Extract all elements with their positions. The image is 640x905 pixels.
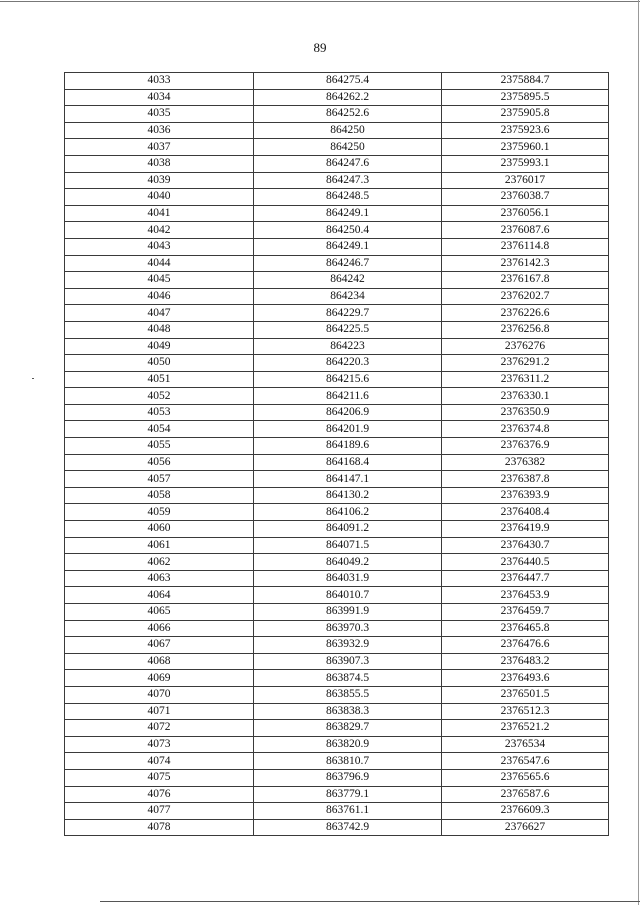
point-number-cell: 4072 <box>65 720 254 737</box>
table-row <box>65 521 609 538</box>
y-coordinate-cell: 2376483.2 <box>442 653 609 670</box>
table-row <box>65 670 609 687</box>
table-row <box>65 454 609 471</box>
point-number-cell: 4059 <box>65 504 254 521</box>
y-coordinate-cell: 2376534 <box>442 736 609 753</box>
table-row <box>65 753 609 770</box>
y-coordinate-cell: 2376038.7 <box>442 189 609 206</box>
table-row <box>65 305 609 322</box>
x-coordinate-cell: 864091.2 <box>254 521 442 538</box>
table-row <box>65 255 609 272</box>
table-row <box>65 338 609 355</box>
table-row <box>65 504 609 521</box>
table-row <box>65 653 609 670</box>
table-row <box>65 421 609 438</box>
table-row <box>65 537 609 554</box>
y-coordinate-cell: 2376587.6 <box>442 786 609 803</box>
y-coordinate-cell: 2376382 <box>442 454 609 471</box>
table-row <box>65 238 609 255</box>
x-coordinate-cell: 864229.7 <box>254 305 442 322</box>
table-row <box>65 720 609 737</box>
x-coordinate-cell: 864250 <box>254 139 442 156</box>
y-coordinate-cell: 2376017 <box>442 172 609 189</box>
y-coordinate-cell: 2376087.6 <box>442 222 609 239</box>
point-number-cell: 4037 <box>65 139 254 156</box>
table-row <box>65 769 609 786</box>
scan-speck <box>32 378 34 379</box>
x-coordinate-cell: 863761.1 <box>254 803 442 820</box>
table-row <box>65 321 609 338</box>
y-coordinate-cell: 2376465.8 <box>442 620 609 637</box>
point-number-cell: 4040 <box>65 189 254 206</box>
point-number-cell: 4061 <box>65 537 254 554</box>
point-number-cell: 4077 <box>65 803 254 820</box>
point-number-cell: 4050 <box>65 355 254 372</box>
x-coordinate-cell: 864249.1 <box>254 205 442 222</box>
table-row <box>65 786 609 803</box>
y-coordinate-cell: 2376512.3 <box>442 703 609 720</box>
point-number-cell: 4074 <box>65 753 254 770</box>
x-coordinate-cell: 864215.6 <box>254 371 442 388</box>
y-coordinate-cell: 2376493.6 <box>442 670 609 687</box>
x-coordinate-cell: 864247.3 <box>254 172 442 189</box>
x-coordinate-cell: 864106.2 <box>254 504 442 521</box>
table-row <box>65 703 609 720</box>
y-coordinate-cell: 2376226.6 <box>442 305 609 322</box>
y-coordinate-cell: 2376202.7 <box>442 288 609 305</box>
y-coordinate-cell: 2375884.7 <box>442 73 609 90</box>
x-coordinate-cell: 864275.4 <box>254 73 442 90</box>
point-number-cell: 4049 <box>65 338 254 355</box>
table-row <box>65 89 609 106</box>
point-number-cell: 4039 <box>65 172 254 189</box>
y-coordinate-cell: 2376521.2 <box>442 720 609 737</box>
x-coordinate-cell: 863829.7 <box>254 720 442 737</box>
point-number-cell: 4046 <box>65 288 254 305</box>
scan-top-edge <box>0 1 640 2</box>
point-number-cell: 4042 <box>65 222 254 239</box>
x-coordinate-cell: 864211.6 <box>254 388 442 405</box>
x-coordinate-cell: 864262.2 <box>254 89 442 106</box>
y-coordinate-cell: 2376256.8 <box>442 321 609 338</box>
point-number-cell: 4043 <box>65 238 254 255</box>
y-coordinate-cell: 2376565.6 <box>442 769 609 786</box>
y-coordinate-cell: 2376350.9 <box>442 404 609 421</box>
point-number-cell: 4048 <box>65 321 254 338</box>
point-number-cell: 4075 <box>65 769 254 786</box>
x-coordinate-cell: 864252.6 <box>254 106 442 123</box>
x-coordinate-cell: 864147.1 <box>254 471 442 488</box>
table-row <box>65 106 609 123</box>
x-coordinate-cell: 864247.6 <box>254 155 442 172</box>
page-number: 89 <box>313 40 327 55</box>
x-coordinate-cell: 863810.7 <box>254 753 442 770</box>
y-coordinate-cell: 2376387.8 <box>442 471 609 488</box>
table-row <box>65 570 609 587</box>
x-coordinate-cell: 864206.9 <box>254 404 442 421</box>
table-row <box>65 139 609 156</box>
table-row <box>65 388 609 405</box>
table-row <box>65 73 609 90</box>
x-coordinate-cell: 863991.9 <box>254 604 442 621</box>
x-coordinate-cell: 864010.7 <box>254 587 442 604</box>
coordinates-table-body <box>65 73 609 836</box>
point-number-cell: 4045 <box>65 272 254 289</box>
y-coordinate-cell: 2376547.6 <box>442 753 609 770</box>
x-coordinate-cell: 863855.5 <box>254 686 442 703</box>
table-row <box>65 686 609 703</box>
scan-right-edge <box>638 0 639 905</box>
table-row <box>65 620 609 637</box>
point-number-cell: 4065 <box>65 604 254 621</box>
table-row <box>65 819 609 836</box>
table-row <box>65 189 609 206</box>
y-coordinate-cell: 2376311.2 <box>442 371 609 388</box>
point-number-cell: 4070 <box>65 686 254 703</box>
point-number-cell: 4069 <box>65 670 254 687</box>
y-coordinate-cell: 2376459.7 <box>442 604 609 621</box>
x-coordinate-cell: 863907.3 <box>254 653 442 670</box>
x-coordinate-cell: 864246.7 <box>254 255 442 272</box>
y-coordinate-cell: 2376447.7 <box>442 570 609 587</box>
y-coordinate-cell: 2376114.8 <box>442 238 609 255</box>
y-coordinate-cell: 2376419.9 <box>442 521 609 538</box>
point-number-cell: 4052 <box>65 388 254 405</box>
point-number-cell: 4053 <box>65 404 254 421</box>
table-row <box>65 637 609 654</box>
x-coordinate-cell: 864223 <box>254 338 442 355</box>
point-number-cell: 4054 <box>65 421 254 438</box>
x-coordinate-cell: 864249.1 <box>254 238 442 255</box>
y-coordinate-cell: 2376476.6 <box>442 637 609 654</box>
x-coordinate-cell: 863796.9 <box>254 769 442 786</box>
point-number-cell: 4076 <box>65 786 254 803</box>
y-coordinate-cell: 2375905.8 <box>442 106 609 123</box>
point-number-cell: 4064 <box>65 587 254 604</box>
y-coordinate-cell: 2376440.5 <box>442 554 609 571</box>
table-row <box>65 736 609 753</box>
x-coordinate-cell: 864250.4 <box>254 222 442 239</box>
point-number-cell: 4062 <box>65 554 254 571</box>
table-row <box>65 222 609 239</box>
y-coordinate-cell: 2376627 <box>442 819 609 836</box>
point-number-cell: 4044 <box>65 255 254 272</box>
table-row <box>65 355 609 372</box>
point-number-cell: 4060 <box>65 521 254 538</box>
point-number-cell: 4038 <box>65 155 254 172</box>
point-number-cell: 4066 <box>65 620 254 637</box>
table-row <box>65 471 609 488</box>
x-coordinate-cell: 864201.9 <box>254 421 442 438</box>
table-row <box>65 172 609 189</box>
table-row <box>65 288 609 305</box>
point-number-cell: 4033 <box>65 73 254 90</box>
y-coordinate-cell: 2375960.1 <box>442 139 609 156</box>
x-coordinate-cell: 863838.3 <box>254 703 442 720</box>
point-number-cell: 4056 <box>65 454 254 471</box>
x-coordinate-cell: 863820.9 <box>254 736 442 753</box>
table-row <box>65 604 609 621</box>
y-coordinate-cell: 2376167.8 <box>442 272 609 289</box>
point-number-cell: 4057 <box>65 471 254 488</box>
coordinates-table <box>64 72 609 836</box>
y-coordinate-cell: 2376501.5 <box>442 686 609 703</box>
x-coordinate-cell: 864248.5 <box>254 189 442 206</box>
table-row <box>65 272 609 289</box>
y-coordinate-cell: 2376430.7 <box>442 537 609 554</box>
x-coordinate-cell: 864189.6 <box>254 438 442 455</box>
point-number-cell: 4073 <box>65 736 254 753</box>
x-coordinate-cell: 864031.9 <box>254 570 442 587</box>
x-coordinate-cell: 864049.2 <box>254 554 442 571</box>
point-number-cell: 4058 <box>65 487 254 504</box>
x-coordinate-cell: 863970.3 <box>254 620 442 637</box>
x-coordinate-cell: 864234 <box>254 288 442 305</box>
y-coordinate-cell: 2376374.8 <box>442 421 609 438</box>
x-coordinate-cell: 864071.5 <box>254 537 442 554</box>
x-coordinate-cell: 864130.2 <box>254 487 442 504</box>
table-row <box>65 404 609 421</box>
y-coordinate-cell: 2376276 <box>442 338 609 355</box>
table-row <box>65 803 609 820</box>
y-coordinate-cell: 2376393.9 <box>442 487 609 504</box>
y-coordinate-cell: 2375993.1 <box>442 155 609 172</box>
table-row <box>65 122 609 139</box>
table-row <box>65 487 609 504</box>
y-coordinate-cell: 2375923.6 <box>442 122 609 139</box>
table-row <box>65 554 609 571</box>
point-number-cell: 4051 <box>65 371 254 388</box>
y-coordinate-cell: 2376056.1 <box>442 205 609 222</box>
x-coordinate-cell: 864250 <box>254 122 442 139</box>
point-number-cell: 4055 <box>65 438 254 455</box>
x-coordinate-cell: 863932.9 <box>254 637 442 654</box>
y-coordinate-cell: 2376330.1 <box>442 388 609 405</box>
point-number-cell: 4034 <box>65 89 254 106</box>
point-number-cell: 4068 <box>65 653 254 670</box>
point-number-cell: 4078 <box>65 819 254 836</box>
x-coordinate-cell: 863742.9 <box>254 819 442 836</box>
point-number-cell: 4036 <box>65 122 254 139</box>
point-number-cell: 4047 <box>65 305 254 322</box>
scan-bottom-edge <box>100 901 640 902</box>
point-number-cell: 4063 <box>65 570 254 587</box>
table-row <box>65 587 609 604</box>
x-coordinate-cell: 864242 <box>254 272 442 289</box>
y-coordinate-cell: 2376408.4 <box>442 504 609 521</box>
point-number-cell: 4067 <box>65 637 254 654</box>
x-coordinate-cell: 863874.5 <box>254 670 442 687</box>
point-number-cell: 4035 <box>65 106 254 123</box>
y-coordinate-cell: 2376376.9 <box>442 438 609 455</box>
point-number-cell: 4071 <box>65 703 254 720</box>
table-row <box>65 371 609 388</box>
x-coordinate-cell: 864168.4 <box>254 454 442 471</box>
x-coordinate-cell: 864220.3 <box>254 355 442 372</box>
table-row <box>65 155 609 172</box>
y-coordinate-cell: 2376291.2 <box>442 355 609 372</box>
y-coordinate-cell: 2375895.5 <box>442 89 609 106</box>
table-row <box>65 205 609 222</box>
x-coordinate-cell: 863779.1 <box>254 786 442 803</box>
y-coordinate-cell: 2376142.3 <box>442 255 609 272</box>
point-number-cell: 4041 <box>65 205 254 222</box>
table-row <box>65 438 609 455</box>
x-coordinate-cell: 864225.5 <box>254 321 442 338</box>
y-coordinate-cell: 2376453.9 <box>442 587 609 604</box>
y-coordinate-cell: 2376609.3 <box>442 803 609 820</box>
